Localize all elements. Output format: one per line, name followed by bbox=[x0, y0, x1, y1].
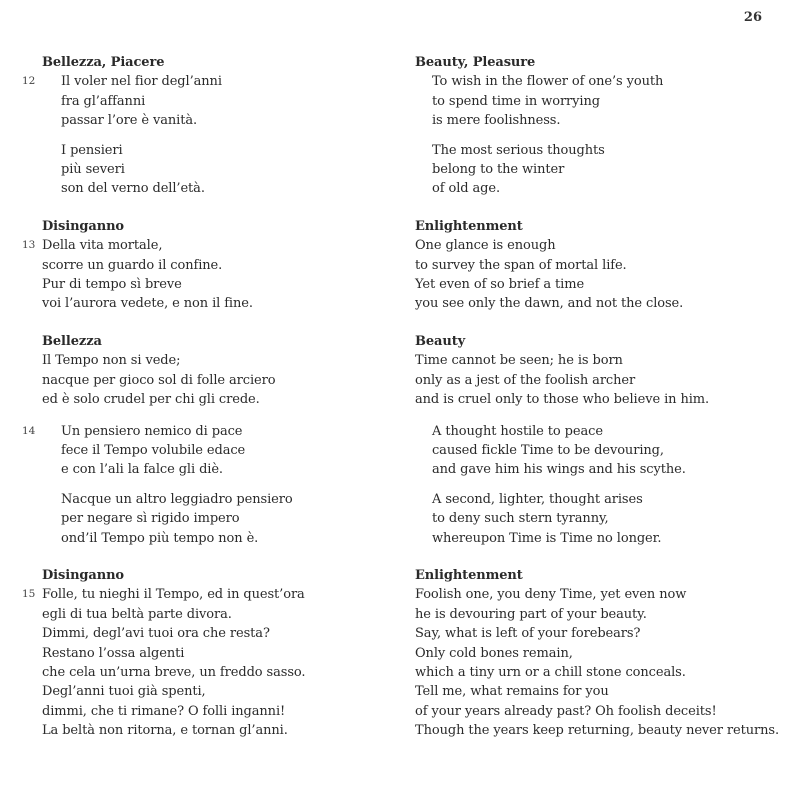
verse-line: per negare sì rigido impero bbox=[61, 511, 240, 527]
verse-line: nacque per gioco sol di folle arciero bbox=[42, 372, 276, 388]
verse-line: ed è solo crudel per chi gli crede. bbox=[42, 392, 260, 408]
verse-line: Time cannot be seen; he is born bbox=[415, 353, 623, 369]
verse-line: Foolish one, you deny Time, yet even now bbox=[415, 587, 687, 603]
verse-line: A second, lighter, thought arises bbox=[432, 491, 643, 507]
speaker-heading: Bellezza bbox=[42, 333, 102, 349]
verse-line: only as a jest of the foolish archer bbox=[415, 372, 636, 388]
verse-line: più severi bbox=[61, 162, 125, 178]
verse-line: scorre un guardo il confine. bbox=[42, 257, 223, 273]
stanza bbox=[415, 72, 780, 130]
stanza bbox=[415, 422, 780, 480]
stanza bbox=[22, 236, 392, 314]
section-disinganno-2 bbox=[22, 566, 392, 741]
verse-line: he is devouring part of your beauty. bbox=[415, 606, 647, 622]
verse-number: 12 bbox=[22, 75, 36, 88]
verse-line: Pur di tempo sì breve bbox=[42, 277, 182, 293]
verse-line: A thought hostile to peace bbox=[432, 423, 603, 439]
speaker-heading: Disinganno bbox=[42, 218, 125, 234]
verse-number: 13 bbox=[22, 239, 36, 252]
verse-line: Though the years keep returning, beauty never returns. bbox=[415, 723, 780, 739]
verse-line: to spend time in worrying bbox=[432, 93, 600, 109]
verse-line: Degl’anni tuoi già spenti, bbox=[42, 684, 206, 700]
verse-line: I pensieri bbox=[61, 142, 123, 158]
verse-line: La beltà non ritorna, e tornan gl’anni. bbox=[42, 723, 288, 739]
verse-line: Say, what is left of your forebears? bbox=[415, 626, 641, 642]
stanza bbox=[22, 351, 392, 409]
verse-line: che cela un’urna breve, un freddo sasso. bbox=[42, 664, 306, 680]
verse-line: Restano l’ossa algenti bbox=[42, 645, 185, 661]
verse-line: whereupon Time is Time no longer. bbox=[432, 530, 662, 546]
verse-line: Il voler nel fior degl’anni bbox=[61, 74, 222, 90]
section-beauty bbox=[415, 332, 780, 548]
section-bellezza-piacere bbox=[22, 53, 392, 199]
verse-line: fra gl’affanni bbox=[61, 93, 146, 109]
verse-line: voi l’aurora vedete, e non il fine. bbox=[42, 296, 253, 312]
verse-line: fece il Tempo volubile edace bbox=[61, 442, 246, 458]
speaker-heading: Disinganno bbox=[42, 567, 125, 583]
verse-line: caused fickle Time to be devouring, bbox=[432, 442, 664, 458]
verse-line: to deny such stern tyranny, bbox=[432, 511, 609, 527]
verse-line: and is cruel only to those who believe in him. bbox=[415, 392, 710, 408]
verse-line: Dimmi, degl’avi tuoi ora che resta? bbox=[42, 626, 270, 642]
verse-line: One glance is enough bbox=[415, 238, 556, 254]
stanza bbox=[22, 141, 392, 199]
section-disinganno-1 bbox=[22, 217, 392, 314]
verse-line: dimmi, che ti rimane? O folli inganni! bbox=[42, 703, 286, 719]
section-enlightenment-1 bbox=[415, 217, 780, 314]
stanza bbox=[22, 490, 392, 548]
english-column bbox=[415, 53, 780, 759]
verse-line: Un pensiero nemico di pace bbox=[61, 423, 243, 439]
stanza bbox=[22, 72, 392, 130]
speaker-heading: Beauty, Pleasure bbox=[415, 55, 536, 70]
verse-line: to survey the span of mortal life. bbox=[415, 257, 627, 273]
stanza bbox=[22, 585, 392, 740]
verse-line: Il Tempo non si vede; bbox=[42, 353, 181, 369]
stanza bbox=[415, 585, 780, 740]
verse-number: 15 bbox=[22, 588, 36, 601]
verse-line: passar l’ore è vanità. bbox=[61, 113, 198, 129]
verse-line: Yet even of so brief a time bbox=[415, 277, 585, 293]
stanza bbox=[415, 236, 780, 314]
verse-line: Only cold bones remain, bbox=[415, 645, 573, 661]
stanza bbox=[415, 141, 780, 199]
verse-line: The most serious thoughts bbox=[432, 142, 605, 158]
stanza bbox=[415, 351, 780, 409]
verse-line: egli di tua beltà parte divora. bbox=[42, 606, 232, 622]
page-number: 26 bbox=[743, 10, 762, 25]
verse-line: To wish in the flower of one’s youth bbox=[432, 74, 664, 90]
italian-column bbox=[22, 53, 392, 759]
verse-line: and gave him his wings and his scythe. bbox=[432, 462, 686, 478]
verse-number: 14 bbox=[22, 424, 36, 437]
section-bellezza bbox=[22, 332, 392, 548]
speaker-heading: Bellezza, Piacere bbox=[42, 55, 165, 70]
verse-line: Della vita mortale, bbox=[42, 238, 163, 254]
speaker-heading: Enlightenment bbox=[415, 567, 523, 583]
verse-line: is mere foolishness. bbox=[432, 113, 561, 129]
verse-line: Folle, tu nieghi il Tempo, ed in quest’ora bbox=[42, 587, 305, 603]
section-beauty-pleasure bbox=[415, 53, 780, 199]
verse-line: e con l’ali la falce gli diè. bbox=[61, 462, 223, 478]
verse-line: you see only the dawn, and not the close. bbox=[415, 296, 684, 312]
verse-line: ond’il Tempo più tempo non è. bbox=[61, 530, 259, 546]
verse-line: of your years already past? Oh foolish deceits! bbox=[415, 703, 717, 719]
stanza bbox=[22, 422, 392, 480]
verse-line: Nacque un altro leggiadro pensiero bbox=[61, 491, 293, 507]
verse-line: which a tiny urn or a chill stone conceals. bbox=[415, 664, 686, 680]
verse-line: Tell me, what remains for you bbox=[415, 684, 609, 700]
verse-line: belong to the winter bbox=[432, 162, 565, 178]
verse-line: of old age. bbox=[432, 181, 501, 197]
verse-line: son del verno dell’età. bbox=[61, 181, 205, 197]
section-enlightenment-2 bbox=[415, 566, 780, 741]
speaker-heading: Enlightenment bbox=[415, 218, 523, 234]
stanza bbox=[415, 490, 780, 548]
speaker-heading: Beauty bbox=[415, 333, 466, 349]
